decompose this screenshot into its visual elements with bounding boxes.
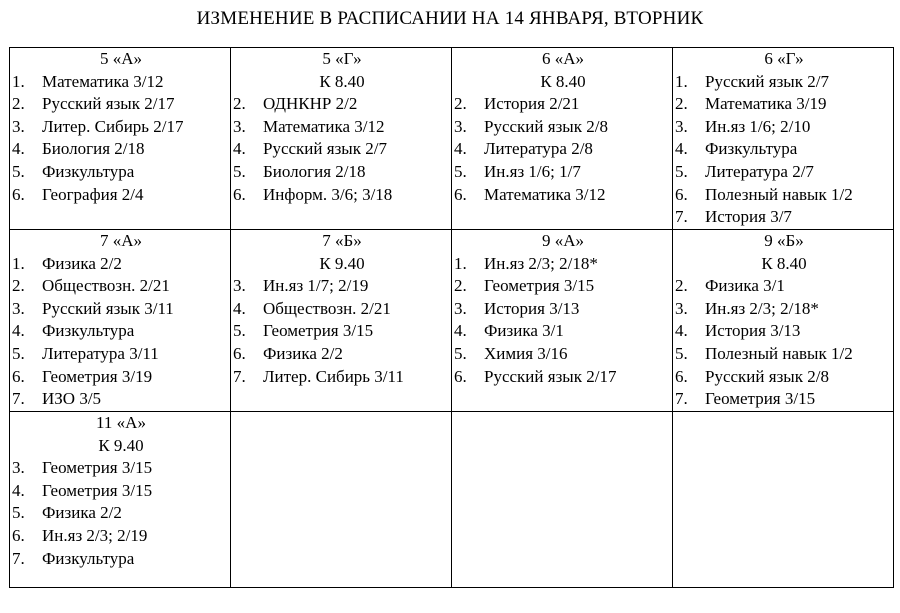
lesson-text: Русский язык 2/7 [705, 71, 829, 91]
lesson-item [12, 298, 230, 321]
lesson-number: 6. [675, 184, 688, 204]
lesson-text: Геометрия 3/15 [42, 480, 153, 500]
lesson-item [675, 206, 893, 229]
lesson-item [454, 275, 672, 298]
lesson-number: 3. [454, 298, 467, 318]
class-cell [673, 48, 894, 230]
lesson-number: 3. [675, 298, 688, 318]
lesson-text: Обществозн. 2/21 [263, 298, 391, 318]
lesson-number: 4. [12, 480, 25, 500]
lesson-text: Геометрия 3/19 [42, 366, 153, 386]
empty-cell [231, 412, 452, 588]
lesson-text: Биология 2/18 [42, 139, 145, 159]
lesson-number: 2. [12, 94, 25, 114]
class-name: 11 «А» [96, 413, 146, 432]
lesson-item [454, 298, 672, 321]
class-name: 9 «Б» [764, 231, 804, 250]
lesson-number: 6. [675, 366, 688, 386]
class-name: 9 «А» [541, 231, 585, 250]
lesson-number: 4. [675, 321, 688, 341]
lesson-item [675, 275, 893, 298]
lesson-number: 5. [12, 343, 25, 363]
lesson-number: 2. [675, 276, 688, 296]
class-name: 7 «А» [99, 231, 143, 250]
lesson-item [12, 93, 230, 116]
lesson-number: 7. [675, 207, 688, 227]
lesson-text: Ин.яз 2/3; 2/18* [484, 253, 598, 273]
lesson-number: 2. [454, 276, 467, 296]
lesson-text: Физкультура [42, 161, 135, 181]
lesson-item [12, 502, 230, 525]
lesson-item [12, 161, 230, 184]
lesson-number: 4. [454, 321, 467, 341]
lesson-item [233, 320, 451, 343]
schedule-row [10, 48, 894, 230]
lesson-text: Физика 3/1 [484, 321, 564, 341]
lesson-text: Ин.яз 1/7; 2/19 [263, 276, 369, 296]
lesson-number: 4. [233, 139, 246, 159]
lesson-number: 2. [675, 94, 688, 114]
lesson-number: 2. [12, 276, 25, 296]
lesson-text: Геометрия 3/15 [263, 321, 374, 341]
class-cell [452, 230, 673, 412]
lesson-item [454, 320, 672, 343]
lesson-text: История 3/13 [705, 321, 801, 341]
lesson-item [12, 184, 230, 207]
lesson-number: 4. [12, 139, 25, 159]
class-cell [452, 48, 673, 230]
lesson-item [454, 93, 672, 116]
lesson-text: Ин.яз 2/3; 2/18* [705, 298, 819, 318]
lesson-item [233, 184, 451, 207]
lesson-text: Ин.яз 1/6; 1/7 [484, 161, 581, 181]
lesson-number: 7. [12, 389, 25, 409]
lesson-item [12, 548, 230, 571]
class-cell [673, 230, 894, 412]
lesson-number: 3. [454, 116, 467, 136]
lesson-number: 1. [454, 253, 467, 273]
lesson-text: История 3/7 [705, 207, 792, 227]
lesson-item [12, 275, 230, 298]
lesson-number: 4. [12, 321, 25, 341]
lesson-item [233, 275, 451, 298]
schedule-row [10, 412, 894, 588]
lesson-item [12, 525, 230, 548]
lesson-item [12, 343, 230, 366]
lesson-number: 3. [233, 276, 246, 296]
lesson-text: Информ. 3/6; 3/18 [263, 184, 393, 204]
lesson-number: 4. [454, 139, 467, 159]
lesson-item [12, 366, 230, 389]
lesson-number: 6. [454, 184, 467, 204]
lesson-item [233, 138, 451, 161]
class-name: 5 «Г» [322, 49, 362, 68]
lesson-item [675, 138, 893, 161]
lesson-item [233, 366, 451, 389]
lesson-text: Физика 3/1 [705, 276, 785, 296]
lesson-number: 5. [233, 161, 246, 181]
class-name: 6 «А» [541, 49, 585, 68]
schedule-row [10, 230, 894, 412]
lesson-text: Математика 3/19 [705, 94, 827, 114]
lesson-text: Геометрия 3/15 [42, 458, 153, 478]
lesson-text: История 2/21 [484, 94, 580, 114]
lesson-item [675, 320, 893, 343]
class-cell [10, 230, 231, 412]
lesson-text: ОДНКНР 2/2 [263, 94, 358, 114]
class-name: 5 «А» [99, 49, 143, 68]
lesson-item [12, 457, 230, 480]
lesson-text: Полезный навык 1/2 [705, 343, 853, 363]
lesson-number: 3. [12, 458, 25, 478]
lesson-text: Математика 3/12 [42, 71, 164, 91]
lesson-text: Литература 2/8 [484, 139, 593, 159]
lesson-text: Русский язык 2/17 [484, 366, 617, 386]
lesson-text: Литер. Сибирь 3/11 [263, 366, 404, 386]
lesson-text: Русский язык 2/17 [42, 94, 175, 114]
lesson-item [454, 138, 672, 161]
lesson-number: 7. [233, 366, 246, 386]
lesson-text: История 3/13 [484, 298, 580, 318]
start-time: К 9.40 [319, 253, 365, 273]
lesson-item [454, 116, 672, 139]
lesson-number: 2. [454, 94, 467, 114]
lesson-number: 3. [12, 116, 25, 136]
lesson-item [233, 343, 451, 366]
lesson-item [12, 253, 230, 276]
start-time: К 8.40 [540, 71, 586, 91]
lesson-text: Русский язык 2/8 [484, 116, 608, 136]
lesson-text: Русский язык 2/8 [705, 366, 829, 386]
lesson-item [675, 343, 893, 366]
lesson-text: Полезный навык 1/2 [705, 184, 853, 204]
lesson-number: 5. [454, 343, 467, 363]
lesson-text: Русский язык 3/11 [42, 298, 174, 318]
lesson-text: Физкультура [705, 139, 798, 159]
lesson-number: 3. [12, 298, 25, 318]
lesson-number: 1. [675, 71, 688, 91]
class-cell [10, 412, 231, 588]
lesson-item [675, 366, 893, 389]
lesson-number: 1. [12, 71, 25, 91]
lesson-number: 6. [12, 184, 25, 204]
lesson-item [675, 298, 893, 321]
start-time: К 8.40 [761, 253, 807, 273]
class-name: 6 «Г» [764, 49, 804, 68]
lesson-item [233, 116, 451, 139]
start-time: К 9.40 [98, 435, 144, 455]
lesson-text: Литература 2/7 [705, 161, 814, 181]
lesson-item [454, 184, 672, 207]
class-cell [231, 48, 452, 230]
lesson-number: 6. [454, 366, 467, 386]
lesson-text: Физика 2/2 [42, 253, 122, 273]
lesson-text: География 2/4 [42, 184, 144, 204]
lesson-number: 5. [233, 321, 246, 341]
lesson-text: Ин.яз 1/6; 2/10 [705, 116, 811, 136]
class-cell [10, 48, 231, 230]
lesson-text: ИЗО 3/5 [42, 389, 102, 409]
lesson-number: 7. [675, 389, 688, 409]
lesson-text: Физкультура [42, 548, 135, 568]
lesson-number: 6. [233, 184, 246, 204]
lesson-number: 3. [233, 116, 246, 136]
page-title: ИЗМЕНЕНИЕ В РАСПИСАНИИ НА 14 ЯНВАРЯ, ВТОРНИК [196, 8, 704, 29]
lesson-number: 6. [233, 343, 246, 363]
lesson-text: Физика 2/2 [263, 343, 343, 363]
lesson-item [675, 116, 893, 139]
lesson-text: Биология 2/18 [263, 161, 366, 181]
lesson-item [675, 161, 893, 184]
lesson-item [675, 388, 893, 411]
lesson-number: 5. [675, 161, 688, 181]
class-name: 7 «Б» [322, 231, 362, 250]
lesson-number: 5. [454, 161, 467, 181]
lesson-number: 5. [12, 161, 25, 181]
lesson-text: Русский язык 2/7 [263, 139, 387, 159]
lesson-number: 4. [233, 298, 246, 318]
lesson-item [12, 320, 230, 343]
lesson-item [675, 184, 893, 207]
lesson-item [12, 480, 230, 503]
lesson-text: Литература 3/11 [42, 343, 159, 363]
lesson-item [233, 161, 451, 184]
lesson-item [454, 366, 672, 389]
lesson-text: Геометрия 3/15 [484, 276, 595, 296]
lesson-number: 6. [12, 525, 25, 545]
start-time: К 8.40 [319, 71, 365, 91]
lesson-text: Ин.яз 2/3; 2/19 [42, 525, 148, 545]
lesson-item [454, 253, 672, 276]
lesson-item [12, 71, 230, 94]
lesson-text: Химия 3/16 [484, 343, 568, 363]
lesson-text: Математика 3/12 [263, 116, 385, 136]
lesson-item [454, 343, 672, 366]
lesson-number: 2. [233, 94, 246, 114]
lesson-text: Геометрия 3/15 [705, 389, 816, 409]
lesson-number: 6. [12, 366, 25, 386]
lesson-item [454, 161, 672, 184]
lesson-item [233, 93, 451, 116]
lesson-text: Литер. Сибирь 2/17 [42, 116, 184, 136]
lesson-text: Математика 3/12 [484, 184, 606, 204]
lesson-number: 4. [675, 139, 688, 159]
lesson-number: 5. [12, 503, 25, 523]
lesson-text: Физика 2/2 [42, 503, 122, 523]
lesson-number: 1. [12, 253, 25, 273]
empty-cell [673, 412, 894, 588]
lesson-number: 7. [12, 548, 25, 568]
empty-cell [452, 412, 673, 588]
class-cell [231, 230, 452, 412]
lesson-text: Обществозн. 2/21 [42, 276, 170, 296]
lesson-item [233, 298, 451, 321]
schedule-table [9, 47, 894, 588]
lesson-item [675, 93, 893, 116]
lesson-text: Физкультура [42, 321, 135, 341]
lesson-number: 3. [675, 116, 688, 136]
lesson-item [675, 71, 893, 94]
lesson-item [12, 388, 230, 411]
lesson-item [12, 138, 230, 161]
lesson-item [12, 116, 230, 139]
lesson-number: 5. [675, 343, 688, 363]
